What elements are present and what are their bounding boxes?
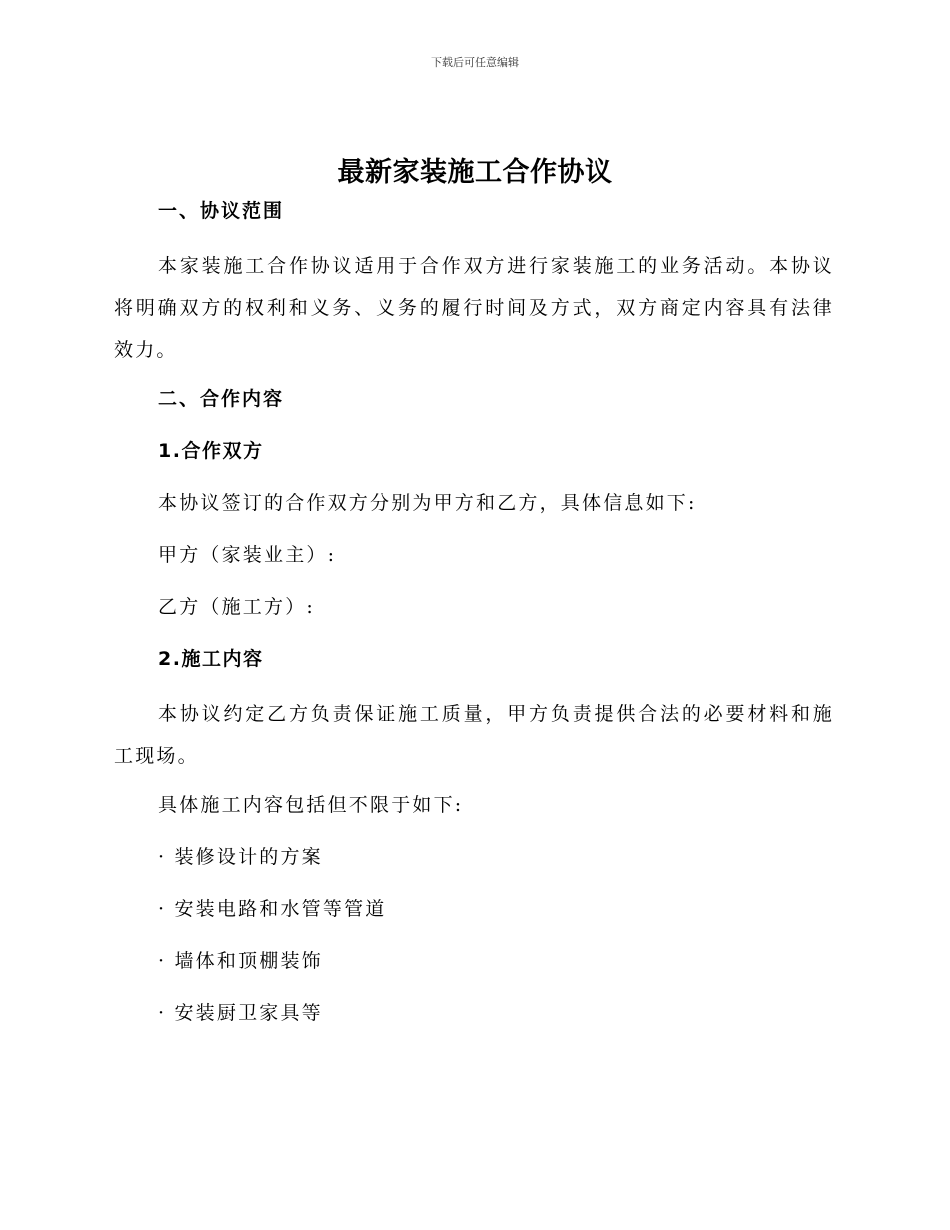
document-title: 最新家装施工合作协议 [337, 157, 613, 188]
construction-list-intro: 具体施工内容包括但不限于如下: [158, 794, 464, 816]
document-body [114, 193, 834, 1047]
subsection-heading-parties: 1.合作双方 [158, 440, 264, 462]
party-a-line: 甲方（家装业主）: [158, 544, 337, 566]
list-item: · 安装厨卫家具等 [158, 1002, 323, 1024]
page-header: 下载后可任意编辑 [431, 56, 519, 69]
list-item: · 安装电路和水管等管道 [158, 898, 387, 920]
party-b-line: 乙方（施工方）: [158, 596, 316, 618]
section-heading-scope: 一、协议范围 [158, 200, 285, 222]
construction-paragraph: 本协议约定乙方负责保证施工质量，甲方负责提供合法的必要材料和施工现场。 [114, 703, 834, 767]
parties-intro: 本协议签订的合作双方分别为甲方和乙方，具体信息如下: [158, 492, 697, 514]
subsection-heading-construction: 2.施工内容 [158, 648, 264, 670]
list-item: · 墙体和顶棚装饰 [158, 950, 323, 972]
list-item: · 装修设计的方案 [158, 846, 323, 868]
scope-paragraph: 本家装施工合作协议适用于合作双方进行家装施工的业务活动。本协议将明确双方的权利和义务、义务的履行时间及方式，双方商定内容具有法律效力。 [114, 255, 834, 361]
section-heading-cooperation: 二、合作内容 [158, 388, 285, 410]
